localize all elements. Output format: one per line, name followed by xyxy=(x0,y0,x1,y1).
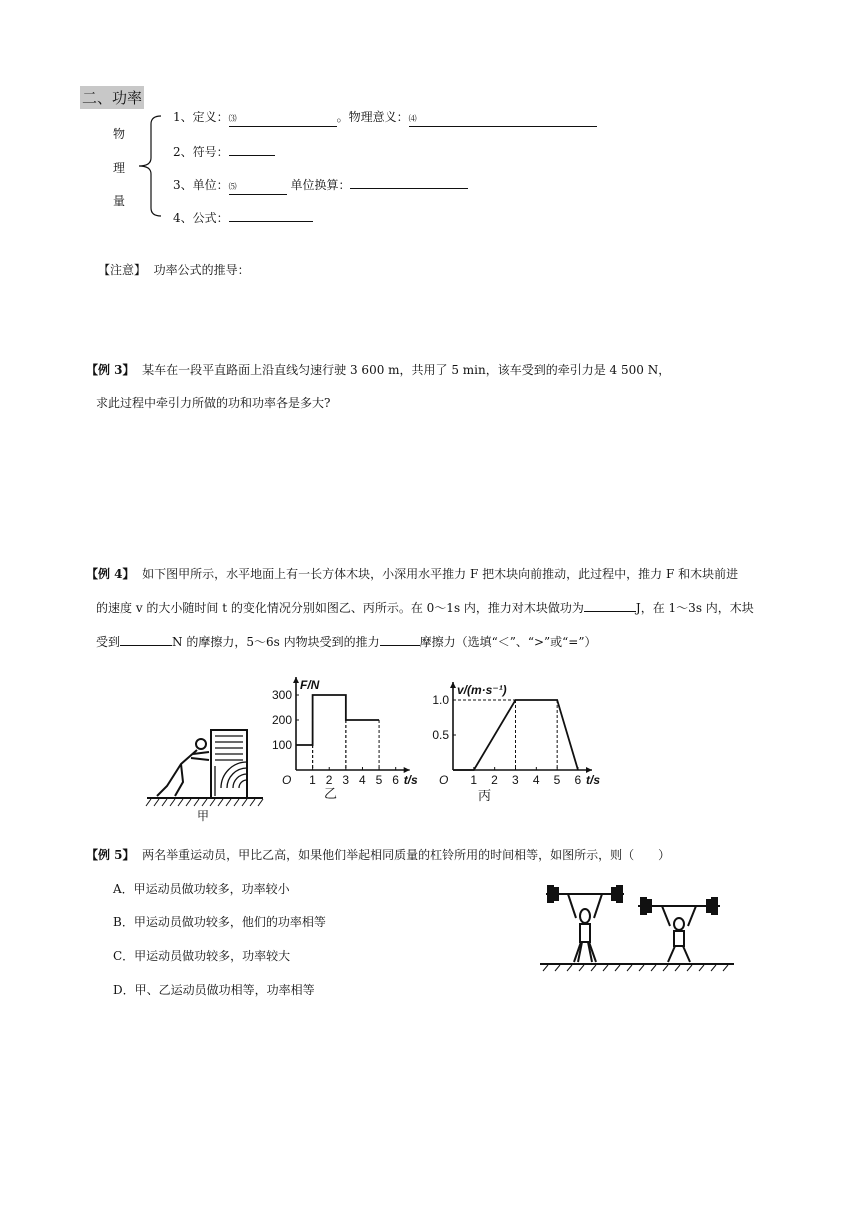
example-4-text-2b: J，在 1～3s 内，木块 xyxy=(635,601,754,615)
unit-label: 3、单位： xyxy=(173,178,229,192)
x-tick-label: 4 xyxy=(358,773,366,787)
work-blank[interactable] xyxy=(584,598,636,612)
figure-jia-pushing xyxy=(145,722,265,822)
option-c[interactable]: C．甲运动员做功较多，功率较大 xyxy=(113,949,291,963)
definition-label: 1、定义： xyxy=(173,110,229,124)
example-5-stem xyxy=(86,846,670,863)
option-d[interactable]: D．甲、乙运动员做功相等，功率相等 xyxy=(113,983,315,997)
y-axis-arrow xyxy=(293,677,299,683)
example-3-line-1 xyxy=(86,361,670,378)
x-tick-label: 2 xyxy=(325,773,333,787)
x-tick-label: 1 xyxy=(309,773,316,787)
example-4-text-3c: 摩擦力（选填“＜”、“>”或“=”） xyxy=(419,635,597,649)
option-a[interactable]: A．甲运动员做功较多，功率较小 xyxy=(113,882,290,896)
formula-row xyxy=(173,208,313,226)
meaning-label: 。物理意义： xyxy=(336,110,409,124)
example-4-text-2a: 的速度 v 的大小随时间 t 的变化情况分别如图乙、丙所示。在 0～1s 内，推力对木块做功为 xyxy=(96,601,584,615)
example-4-line-3 xyxy=(96,632,597,650)
friction-blank[interactable] xyxy=(120,632,172,646)
note-text: 功率公式的推导： xyxy=(153,263,250,277)
x-tick-label: 3 xyxy=(342,773,350,787)
chart-force-time xyxy=(268,678,418,804)
y-axis-label: v/(m·s⁻¹) xyxy=(457,683,507,697)
label-jia: 甲 xyxy=(197,809,210,823)
compare-blank[interactable] xyxy=(380,632,420,646)
x-tick-origin: O xyxy=(282,773,292,787)
curly-brace xyxy=(133,110,165,222)
x-tick-label: 4 xyxy=(532,773,540,787)
x-tick-origin: O xyxy=(439,773,449,787)
formula-blank[interactable] xyxy=(229,208,313,222)
y-axis-arrow xyxy=(450,682,456,688)
side-char-2: 理 xyxy=(113,161,126,175)
y-tick-label: 1.0 xyxy=(432,693,449,707)
x-tick-label: 3 xyxy=(512,773,519,787)
x-axis-label: t/s xyxy=(403,773,418,787)
formula-label: 4、公式： xyxy=(173,211,229,225)
unit-blank[interactable] xyxy=(229,181,287,195)
figure-weightlifters xyxy=(538,876,736,972)
x-axis-label: t/s xyxy=(586,773,601,787)
unit-conversion-blank[interactable] xyxy=(350,175,468,189)
example-5-text: 两名举重运动员，甲比乙高，如果他们举起相同质量的杠铃所用的时间相等，如图所示，则（ ） xyxy=(142,848,671,862)
blank-number-4: ⑷ xyxy=(408,114,417,123)
side-char-3: 量 xyxy=(113,194,126,208)
note xyxy=(98,261,250,278)
x-tick-label: 6 xyxy=(392,773,399,787)
chart-velocity-time xyxy=(423,678,601,808)
chart-velocity-plot xyxy=(432,682,600,803)
example-4-text-3b: N 的摩擦力，5～6s 内物块受到的推力 xyxy=(172,635,380,649)
blank-number-3: ⑶ xyxy=(228,114,237,123)
section-title: 二、功率 xyxy=(80,86,144,109)
x-tick-label: 5 xyxy=(375,773,383,787)
note-tag: 【注意】 xyxy=(98,263,147,277)
example-4-line-1 xyxy=(86,565,738,582)
x-tick-label: 2 xyxy=(491,773,498,787)
meaning-blank[interactable] xyxy=(409,113,597,127)
option-b[interactable]: B．甲运动员做功较多，他们的功率相等 xyxy=(113,915,326,929)
example-3-tag: 【例 3】 xyxy=(86,363,135,377)
y-tick-label: 0.5 xyxy=(432,728,449,742)
x-tick-label: 6 xyxy=(574,773,582,787)
blank-number-5: ⑸ xyxy=(228,182,237,191)
y-tick-label: 300 xyxy=(271,688,292,702)
y-axis-label: F/N xyxy=(300,678,320,692)
example-4-text-1: 如下图甲所示，水平地面上有一长方体木块，小深用水平推力 F 把木块向前推动，此过程中，推力 F 和木块前进 xyxy=(142,567,739,581)
example-3-line-2: 求此过程中牵引力所做的功和功率各是多大? xyxy=(96,396,331,410)
y-tick-label: 200 xyxy=(271,713,292,727)
definition-row xyxy=(173,108,597,127)
x-tick-label: 1 xyxy=(470,773,478,787)
definition-blank[interactable] xyxy=(229,113,337,127)
unit-conversion-label: 单位换算： xyxy=(290,178,351,192)
example-4-line-2 xyxy=(96,598,754,616)
example-5-tag: 【例 5】 xyxy=(86,848,135,862)
series-line xyxy=(296,695,379,745)
example-4-text-3a: 受到 xyxy=(96,635,121,649)
unit-row xyxy=(173,175,468,195)
figure-caption: 丙 xyxy=(478,788,492,803)
figure-caption: 乙 xyxy=(324,786,338,801)
symbol-blank[interactable] xyxy=(229,142,275,156)
chart-force-plot xyxy=(272,677,418,801)
symbol-row xyxy=(173,142,275,160)
example-3-text-1: 某车在一段平直路面上沿直线匀速行驶 3 600 m，共用了 5 min，该车受到的牵引力是 4 500 N， xyxy=(142,363,671,377)
example-4-tag: 【例 4】 xyxy=(86,567,135,581)
side-char-1: 物 xyxy=(113,127,126,141)
x-tick-label: 5 xyxy=(553,773,561,787)
y-tick-label: 100 xyxy=(271,738,292,752)
symbol-label: 2、符号： xyxy=(173,145,229,159)
